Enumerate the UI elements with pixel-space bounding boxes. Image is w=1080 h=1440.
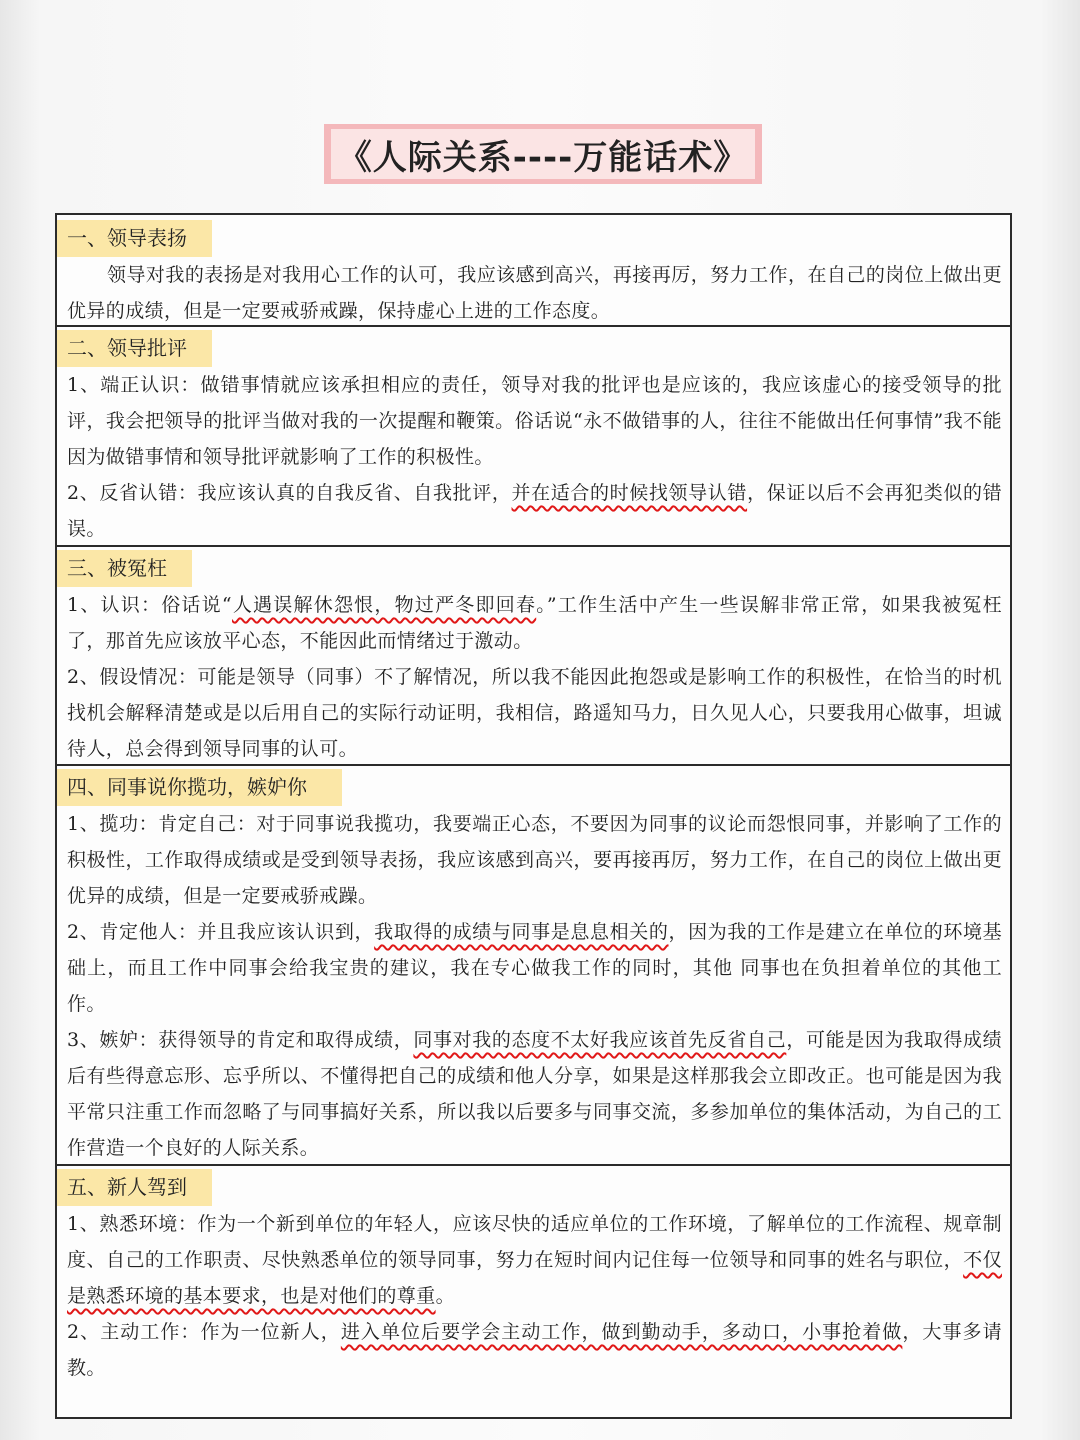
text-run: 1、认识：俗话说“ xyxy=(67,594,232,616)
text-run: 2、反省认错：我应该认真的自我反省、自我批评， xyxy=(67,482,512,504)
paragraph xyxy=(67,257,1002,329)
text-run: 3、嫉妒：获得领导的肯定和取得成绩， xyxy=(67,1029,414,1051)
paragraph xyxy=(67,806,1002,914)
text-run: 。”工作生活中产生一些误解非常正常，如果我被冤枉了，那首先应该放平心态，不能因此而情绪过于激动。 xyxy=(67,594,1002,652)
paragraph xyxy=(67,914,1002,1022)
section-newcomer xyxy=(57,1166,1010,1417)
underlined-phrase: 同事对我的态度不太好我应该首先反省自己 xyxy=(413,1029,787,1051)
title-banner xyxy=(324,124,762,184)
text-run: 2、主动工作：作为一位新人， xyxy=(67,1321,341,1343)
section-leader-praise xyxy=(57,215,1010,327)
text-run: ，大事多请教。 xyxy=(67,1321,1002,1379)
section-colleague-jealousy xyxy=(57,766,1010,1166)
section-heading: 三、被冤枉 xyxy=(57,550,192,587)
section-heading: 五、新人驾到 xyxy=(57,1169,212,1206)
paragraph xyxy=(67,475,1002,547)
underlined-phrase: 并在适合的时候找领导认错 xyxy=(511,482,748,504)
paragraph xyxy=(67,1206,1002,1314)
paragraph xyxy=(67,367,1002,475)
underlined-phrase: 进入单位后要学会主动工作，做到勤动手，多动口，小事抢着做 xyxy=(340,1321,903,1343)
text-run: 领导对我的表扬是对我用心工作的认可，我应该感到高兴，再接再厉，努力工作，在自己的岗位上做出更优异的成绩，但是一定要戒骄戒躁，保持虚心上进的工作态度。 xyxy=(67,264,1002,322)
text-run: 1、熟悉环境：作为一个新到单位的年轻人，应该尽快的适应单位的工作环境，了解单位的工作流程、规章制度、自己的工作职责、尽快熟悉单位的领导同事，努力在短时间内记住每一位领导和同事的姓名与职位， xyxy=(67,1213,1002,1271)
text-run: 2、肯定他人：并且我应该认识到， xyxy=(67,921,375,943)
page-title: 《人际关系----万能话术》 xyxy=(331,129,755,179)
text-run: 。 xyxy=(435,1285,456,1307)
text-run: ，保证以后不会再犯类似的错误。 xyxy=(67,482,1002,540)
section-heading: 一、领导表扬 xyxy=(57,220,212,257)
text-run: 1、揽功：肯定自己：对于同事说我揽功，我要端正心态，不要因为同事的议论而怨恨同事，并影响了工作的积极性，工作取得成绩或是受到领导表扬，我应该感到高兴，要再接再厉，努力工作，在自己的岗位上做出更优异的成绩，但是一定要戒骄戒躁。 xyxy=(67,813,1002,907)
text-run: ，因为我的工作是建立在单位的环境基础上，而且工作中同事会给我宝贵的建议，我在专心做我工作的同时，其他 同事也在负担着单位的其他工作。 xyxy=(67,921,1002,1015)
content-table xyxy=(55,213,1012,1419)
text-run: 2、假设情况：可能是领导（同事）不了解情况，所以我不能因此抱怨或是影响工作的积极性，在恰当的时机找机会解释清楚或是以后用自己的实际行动证明，我相信，路遥知马力，日久见人心，只要我用心做事，坦诚待人，总会得到领导同事的认可。 xyxy=(67,666,1002,760)
underlined-phrase: 不仅是熟悉环境的基本要求，也是对他们的尊重 xyxy=(67,1249,1002,1307)
section-heading: 二、领导批评 xyxy=(57,330,212,367)
text-run: 1、端正认识：做错事情就应该承担相应的责任，领导对我的批评也是应该的，我应该虚心的接受领导的批评，我会把领导的批评当做对我的一次提醒和鞭策。俗话说“永不做错事的人，往往不能做出任何事情”我不能因为做错事情和领导批评就影响了工作的积极性。 xyxy=(67,374,1002,468)
paragraph xyxy=(67,1022,1002,1166)
underlined-phrase: 我取得的成绩与同事是息息相关的 xyxy=(374,921,669,943)
paragraph xyxy=(67,587,1002,659)
text-run: ，可能是因为我取得成绩后有些得意忘形、忘乎所以、不懂得把自己的成绩和他人分享，如果是这样那我会立即改正。也可能是因为我平常只注重工作而忽略了与同事搞好关系，所以我以后要多与同事交流，多参加单位的集体活动，为自己的工作营造一个良好的人际关系。 xyxy=(67,1029,1002,1159)
paragraph xyxy=(67,659,1002,767)
underlined-phrase: 人遇误解休怨恨，物过严冬即回春 xyxy=(232,594,537,616)
section-leader-criticism xyxy=(57,327,1010,547)
section-heading: 四、同事说你揽功，嫉妒你 xyxy=(57,769,342,806)
section-wronged xyxy=(57,547,1010,766)
paragraph xyxy=(67,1314,1002,1386)
